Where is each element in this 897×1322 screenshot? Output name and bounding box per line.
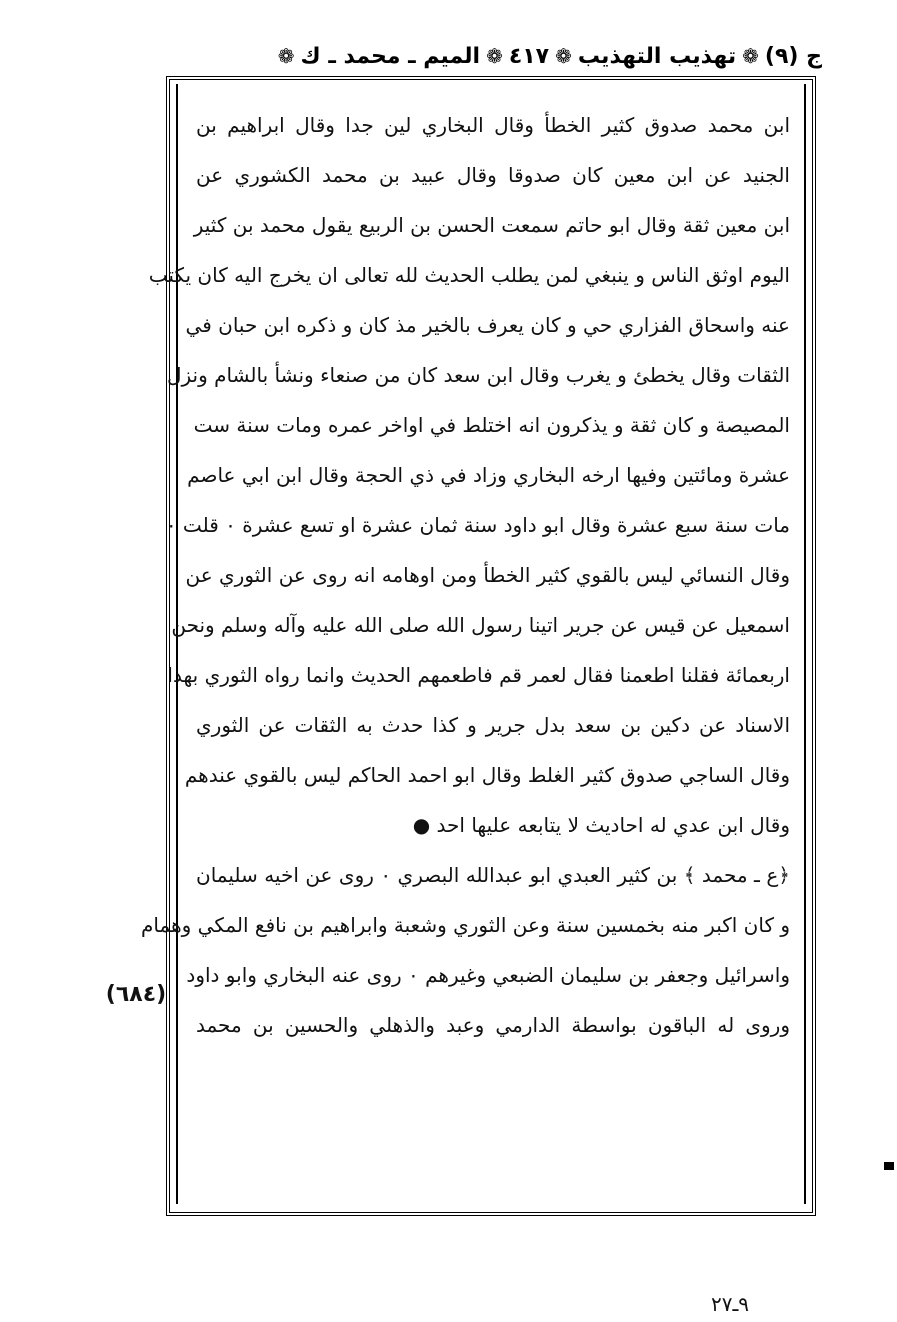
ornament-icon: ❁ [277,44,295,68]
entry-number: (٦٨٤) [105,982,167,1007]
book-title: تهذيب التهذيب [577,43,737,69]
main-text-block [141,100,790,1050]
text-line: وقال ابن عدي له احاديث لا يتابعه عليها احد ● [412,813,790,837]
page-number: ٩ـ٢٧ [710,1292,750,1316]
running-header [190,36,822,76]
text-line: عنه واسحاق الفزاري حي و كان يعرف بالخير مذ كان و ذكره ابن حبان في [185,313,790,337]
text-line: مات سنة سبع عشرة وقال ابو داود سنة ثمان عشرة او تسع عشرة ٠ قلت ٠ [165,513,790,537]
text-line: وروى له الباقون بواسطة الدارمي وعبد والذهلي والحسين بن محمد [196,1013,790,1037]
section-label: الميم ـ محمد ـ ك [300,43,481,69]
text-line: اربعمائة فقلنا اطعمنا فقال لعمر قم فاطعمهم الحديث وانما رواه الثوري بهذا [167,663,790,687]
header-page-number: ٤١٧ [508,43,550,69]
text-line: الجنيد عن ابن معين كان صدوقا وقال عبيد بن محمد الكشوري عن [196,163,790,187]
ornament-icon: ❁ [742,44,759,68]
entry-heading-line: ﴿ع ـ محمد ﴾ بن كثير العبدي ابو عبدالله البصري ٠ روى عن اخيه سليمان [196,863,790,887]
text-line: ابن محمد صدوق كثير الخطأ وقال البخاري لين جدا وقال ابراهيم بن [196,113,790,137]
text-line: وقال النسائي ليس بالقوي كثير الخطأ ومن اوهامه انه روى عن الثوري عن [185,563,790,587]
text-line: واسرائيل وجعفر بن سليمان الضبعي وغيرهم ٠ روى عنه البخاري وابو داود [186,963,790,987]
text-line: و كان اكبر منه بخمسين سنة وعن الثوري وشعبة وابراهيم بن نافع المكي وهمام [141,913,790,937]
ornament-icon: ❁ [555,44,572,68]
margin-mark [884,1162,894,1170]
text-line: عشرة ومائتين وفيها ارخه البخاري وزاد في ذي الحجة وقال ابن ابي عاصم [187,463,790,487]
text-line: الاسناد عن دكين بن سعد بدل جرير و كذا حدث به الثقات عن الثوري [196,713,790,737]
text-line: اسمعيل عن قيس عن جرير اتينا رسول الله صلى الله عليه وآله وسلم ونحن [171,613,790,637]
volume-label: ج (٩) [764,43,822,69]
text-line: المصيصة و كان ثقة و يذكرون انه اختلط في اواخر عمره ومات سنة ست [193,413,790,437]
text-line: ابن معين ثقة وقال ابو حاتم سمعت الحسن بن الربيع يقول محمد بن كثير [193,213,790,237]
text-line: وقال الساجي صدوق كثير الغلط وقال ابو احمد الحاكم ليس بالقوي عندهم [184,763,790,787]
ornament-icon: ❁ [486,44,503,68]
text-line: اليوم اوثق الناس و ينبغي لمن يطلب الحديث لله تعالى ان يخرج اليه كان يكتب [148,263,790,287]
text-line: الثقات وقال يخطئ و يغرب وقال ابن سعد كان من صنعاء ونشأ بالشام ونزل [166,363,790,387]
